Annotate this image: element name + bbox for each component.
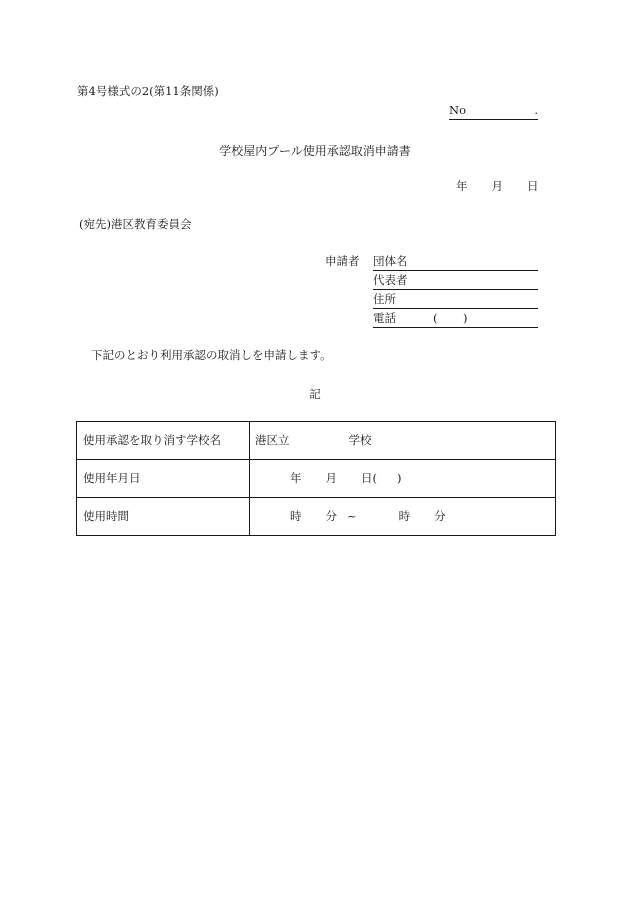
document-number-field[interactable] xyxy=(449,105,538,120)
usage-time-label: 使用時間 xyxy=(77,498,250,536)
group-name-label: 団体名 xyxy=(373,254,408,268)
address-label: 住所 xyxy=(373,292,396,306)
usage-date-label: 使用年月日 xyxy=(77,460,250,498)
start-hour-label: 時 xyxy=(290,508,302,523)
phone-field[interactable] xyxy=(373,313,538,328)
representative-label: 代表者 xyxy=(373,273,408,287)
table-row xyxy=(77,460,556,498)
usage-date-value[interactable] xyxy=(250,460,556,498)
document-number-dot: . xyxy=(534,103,538,117)
date-month-label: 月 xyxy=(491,179,503,193)
usage-year-label: 年 xyxy=(290,470,302,485)
school-name-value[interactable] xyxy=(250,422,556,460)
document-number-label: No xyxy=(449,103,466,117)
addressee: (宛先)港区教育委員会 xyxy=(79,217,192,231)
school-prefix: 港区立 xyxy=(255,432,290,447)
date-year-label: 年 xyxy=(456,179,468,193)
end-hour-label: 時 xyxy=(398,508,411,523)
representative-field[interactable] xyxy=(373,275,538,290)
usage-time-value[interactable] xyxy=(250,498,556,536)
phone-label: 電話 xyxy=(373,311,396,325)
usage-day-label: 日 xyxy=(361,470,373,485)
ki-heading: 記 xyxy=(309,387,321,401)
usage-weekday-paren-close: ) xyxy=(397,470,402,485)
time-range-tilde: ~ xyxy=(347,508,357,523)
phone-paren-open: ( xyxy=(433,311,438,325)
table-row xyxy=(77,498,556,536)
form-number: 第4号様式の2(第11条関係) xyxy=(77,84,219,98)
address-field[interactable] xyxy=(373,294,538,309)
applicant-label: 申請者 xyxy=(325,254,360,268)
usage-weekday-paren-open: ( xyxy=(372,470,377,485)
end-minute-label: 分 xyxy=(434,508,446,523)
detail-table xyxy=(76,421,556,536)
table-row xyxy=(77,422,556,460)
application-statement: 下記のとおり利用承認の取消しを申請します。 xyxy=(91,348,332,362)
school-suffix: 学校 xyxy=(348,432,372,447)
school-name-label: 使用承認を取り消す学校名 xyxy=(77,422,250,460)
document-title: 学校屋内プール使用承認取消申請書 xyxy=(219,144,411,158)
date-day-label: 日 xyxy=(527,179,539,193)
group-name-field[interactable] xyxy=(373,256,538,271)
usage-month-label: 月 xyxy=(325,470,337,485)
date-line[interactable] xyxy=(456,181,539,193)
start-minute-label: 分 xyxy=(325,508,337,523)
phone-paren-close: ) xyxy=(463,311,468,325)
